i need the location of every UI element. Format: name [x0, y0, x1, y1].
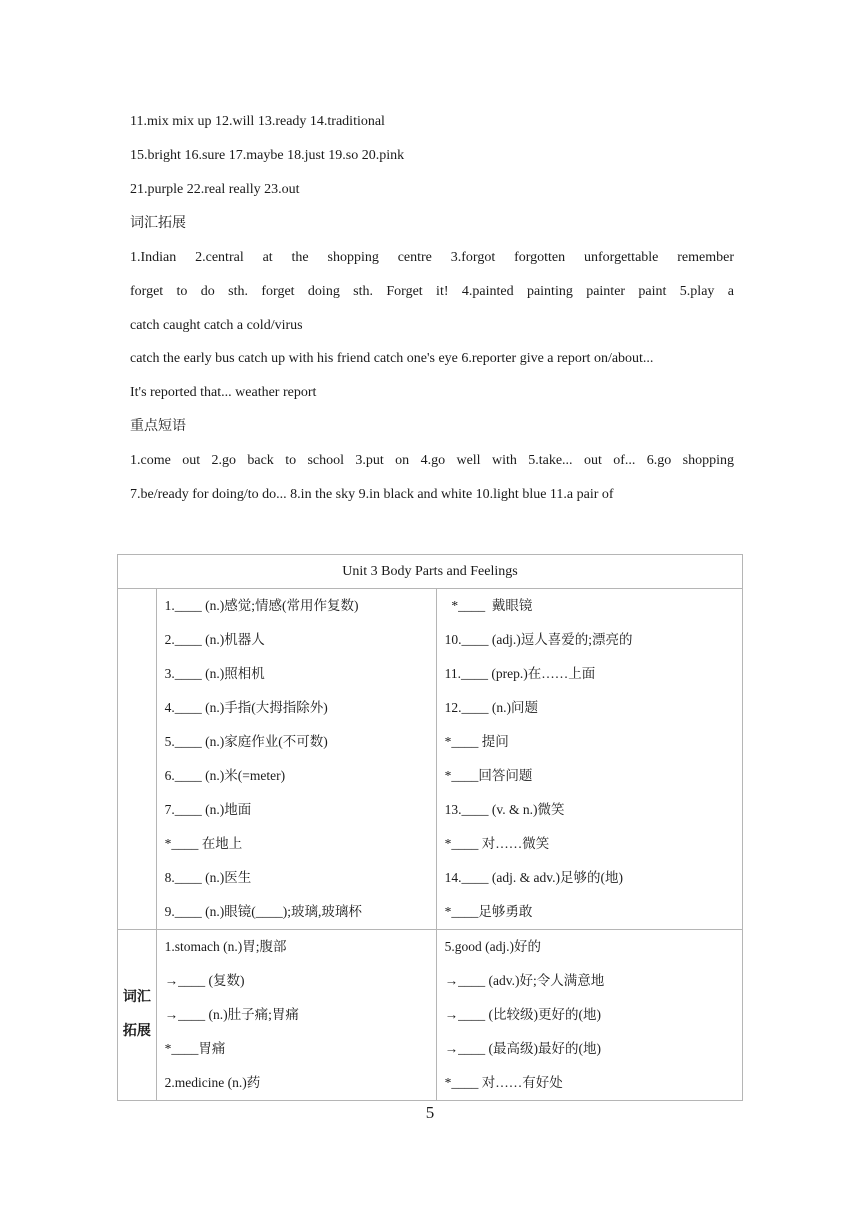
- vocab-ext-line-2: forget to do sth. forget doing sth. Forget it! 4.painted painting painter paint 5.play a: [130, 284, 734, 299]
- ext-right-column: [436, 930, 742, 1101]
- vocab-ext-line-1: 1.Indian 2.central at the shopping centre 3.forgot forgotten unforgettable remember: [130, 250, 734, 265]
- word-item: 14.____ (adj. & adv.)足够的(地): [444, 870, 623, 885]
- unit-table: [117, 554, 743, 1101]
- word-item: 9.____ (n.)眼镜(____);玻璃,玻璃杯: [164, 904, 362, 919]
- word-item: *____足够勇敢: [444, 904, 533, 919]
- ext-item: →____ (复数): [164, 973, 245, 988]
- word-item: 8.____ (n.)医生: [164, 870, 252, 885]
- ext-left-column: [156, 930, 436, 1101]
- word-item: *____ 在地上: [164, 836, 243, 851]
- vocab-ext-heading: 词汇拓展: [130, 216, 186, 231]
- unit-title: Unit 3 Body Parts and Feelings: [118, 555, 743, 589]
- words-right-column: [436, 589, 742, 930]
- word-item: *____ 对……微笑: [444, 836, 550, 851]
- vocab-ext-side-text: 词汇拓展: [122, 990, 151, 1039]
- phrases-heading: 重点短语: [130, 419, 186, 434]
- word-item: 2.____ (n.)机器人: [164, 632, 265, 647]
- vocab-ext-side-label: [118, 930, 157, 1101]
- words-left-column: [156, 589, 436, 930]
- phrases-line-2: 7.be/ready for doing/to do... 8.in the sky 9.in black and white 10.light blue 11.a pair of: [130, 487, 614, 502]
- page-number: 5: [425, 1103, 435, 1122]
- word-item: 12.____ (n.)问题: [444, 700, 538, 715]
- side-empty: [118, 589, 157, 930]
- word-item: *____ 戴眼镜: [444, 598, 533, 613]
- word-item: 11.____ (prep.)在……上面: [444, 666, 596, 681]
- ext-item: 1.stomach (n.)胃;腹部: [164, 939, 287, 954]
- word-item: 1.____ (n.)感觉;情感(常用作复数): [164, 598, 359, 613]
- word-item: 4.____ (n.)手指(大拇指除外): [164, 700, 328, 715]
- top-line-3: 21.purple 22.real really 23.out: [130, 182, 300, 197]
- word-item: 13.____ (v. & n.)微笑: [444, 802, 565, 817]
- ext-item: →____ (最高级)最好的(地): [444, 1041, 601, 1056]
- word-item: 10.____ (adj.)逗人喜爱的;漂亮的: [444, 632, 633, 647]
- ext-item: →____ (n.)肚子痛;胃痛: [164, 1007, 299, 1022]
- word-item: *____ 提问: [444, 734, 509, 749]
- vocab-ext-line-4: catch the early bus catch up with his friend catch one's eye 6.reporter give a report on/about...: [130, 351, 654, 366]
- word-item: 6.____ (n.)米(=meter): [164, 768, 286, 783]
- ext-item: *____ 对……有好处: [444, 1075, 563, 1090]
- word-item: 3.____ (n.)照相机: [164, 666, 265, 681]
- top-line-2: 15.bright 16.sure 17.maybe 18.just 19.so 20.pink: [130, 148, 405, 163]
- word-item: 7.____ (n.)地面: [164, 802, 252, 817]
- phrases-line-1: 1.come out 2.go back to school 3.put on 4.go well with 5.take... out of... 6.go shopping: [130, 453, 734, 468]
- vocab-ext-line-3: catch caught catch a cold/virus: [130, 318, 303, 333]
- ext-item: 5.good (adj.)好的: [444, 939, 541, 954]
- ext-item: *____胃痛: [164, 1041, 226, 1056]
- top-line-1: 11.mix mix up 12.will 13.ready 14.traditional: [130, 114, 385, 129]
- ext-item: 2.medicine (n.)药: [164, 1075, 261, 1090]
- ext-item: →____ (adv.)好;令人满意地: [444, 973, 605, 988]
- word-item: *____回答问题: [444, 768, 533, 783]
- ext-item: →____ (比较级)更好的(地): [444, 1007, 601, 1022]
- vocab-ext-line-5: It's reported that... weather report: [130, 385, 317, 400]
- word-item: 5.____ (n.)家庭作业(不可数): [164, 734, 328, 749]
